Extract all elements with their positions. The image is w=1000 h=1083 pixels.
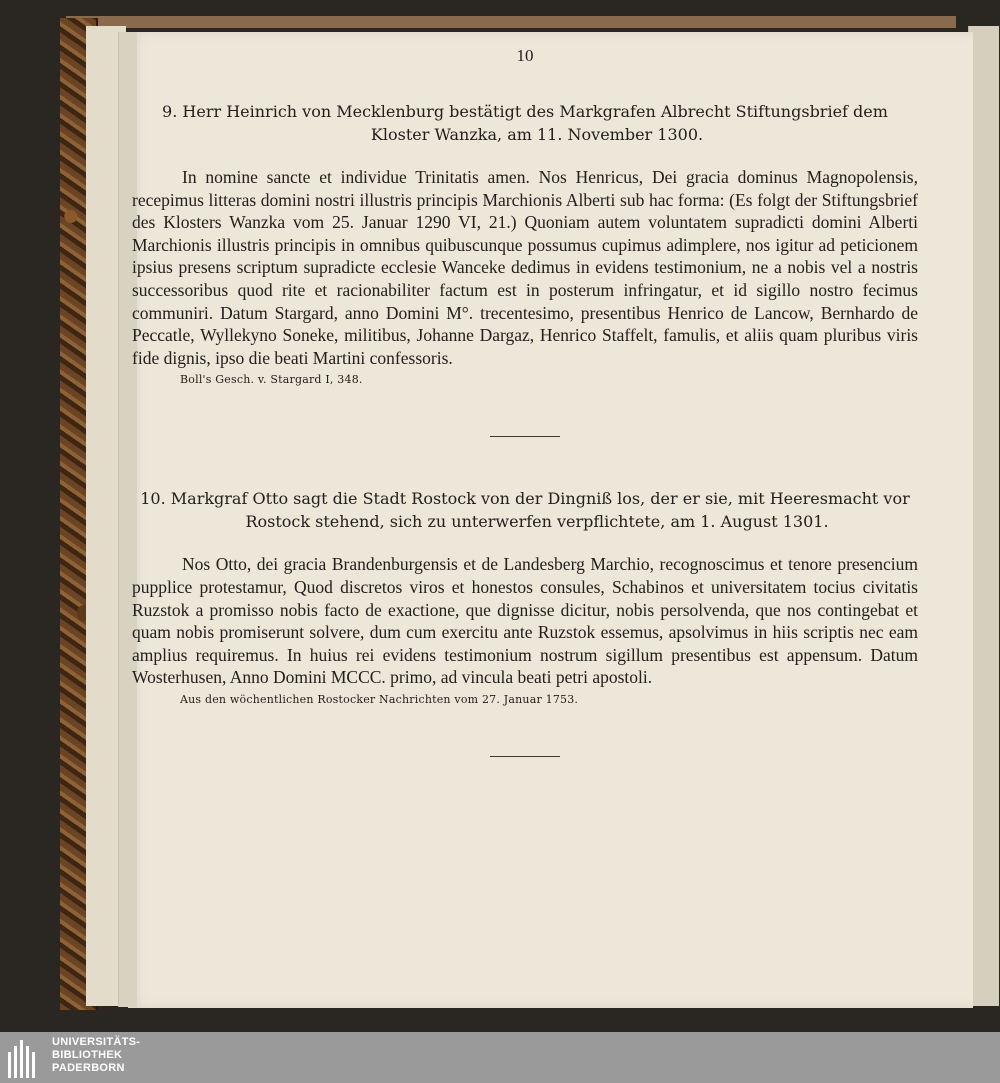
library-logo-icon	[6, 1038, 46, 1078]
document-body: Nos Otto, dei gracia Brandenburgensis et de Landesberg Marchio, recognoscimus et tenore presencium pupplice protestamur, Quod discretos viros et honestos consules, Schabinos et universitatem tocius civitatis Ruzstok a promisso nobis facto de exactione, que dignisse dicitur, nobis persolvenda, que nos contingebat et quam nobis promiserunt solvere, dum cum exercitu ante Ruzstok essemus, apsolvimus in hiis scriptis nec eam amplius requiremus. In huius rei evidens testimonium nostrum sigillum presentibus est appensum. Datum Wosterhusen, Anno Domini MCCC. primo, ad vincula beati petri apostoli.	[132, 554, 918, 688]
library-name-line: UNIVERSITÄTS-	[52, 1036, 141, 1048]
document-9	[132, 100, 918, 386]
section-divider	[490, 756, 560, 757]
section-divider	[490, 436, 560, 437]
page-number: 10	[516, 46, 534, 65]
document-heading: 9. Herr Heinrich von Mecklenburg bestätigt des Markgrafen Albrecht Stiftungsbrief dem Kloster Wanzka, am 11. November 1300.	[162, 102, 888, 144]
library-footer-bar	[0, 1032, 1000, 1083]
library-name	[52, 1036, 140, 1075]
document-source: Boll's Gesch. v. Stargard I, 348.	[180, 373, 363, 387]
book-cover-edge	[66, 16, 956, 28]
library-name-line: PADERBORN	[52, 1062, 125, 1074]
library-name-line: BIBLIOTHEK	[52, 1049, 123, 1061]
document-10	[132, 487, 918, 706]
document-source: Aus den wöchentlichen Rostocker Nachrichten vom 27. Januar 1753.	[180, 692, 579, 706]
document-heading: 10. Markgraf Otto sagt die Stadt Rostock von der Dingniß los, der er sie, mit Heeresmacht vor Rostock stehend, sich zu unterwerfen verpflichtete, am 1. August 1301.	[140, 489, 910, 532]
document-body: In nomine sancte et individue Trinitatis amen. Nos Henricus, Dei gracia dominus Magnopolensis, recepimus litteras domini nostri illustris principis Marchionis Alberti sub hac forma: (Es folgt der Stiftungsbrief des Klosters Wanzka vom 25. Januar 1290 VI, 21.) Quoniam autem voluntatem supradicti domini Alberti Marchionis illustris principis in omnibus quibuscunque possumus cupimus adimplere, nos igitur ad peticionem ipsius presens scriptum supradicte ecclesie Wanceke dedimus in evidens testimonium, ne a nobis vel a nostris successoribus quod rite et racionabiliter factum est in posterum infringatur, et id sigillo nostro fecimus communiri. Datum Stargard, anno Domini M°. trecentesimo, presentibus Henrico de Lancow, Bernhardo de Peccatle, Wyllekyno Soneke, militibus, Johanne Dargaz, Henrico Staffelt, famulis, et aliis quam pluribus viris fide dignis, ipso die beati Martini confessoris.	[132, 167, 918, 368]
page-content	[132, 46, 918, 807]
